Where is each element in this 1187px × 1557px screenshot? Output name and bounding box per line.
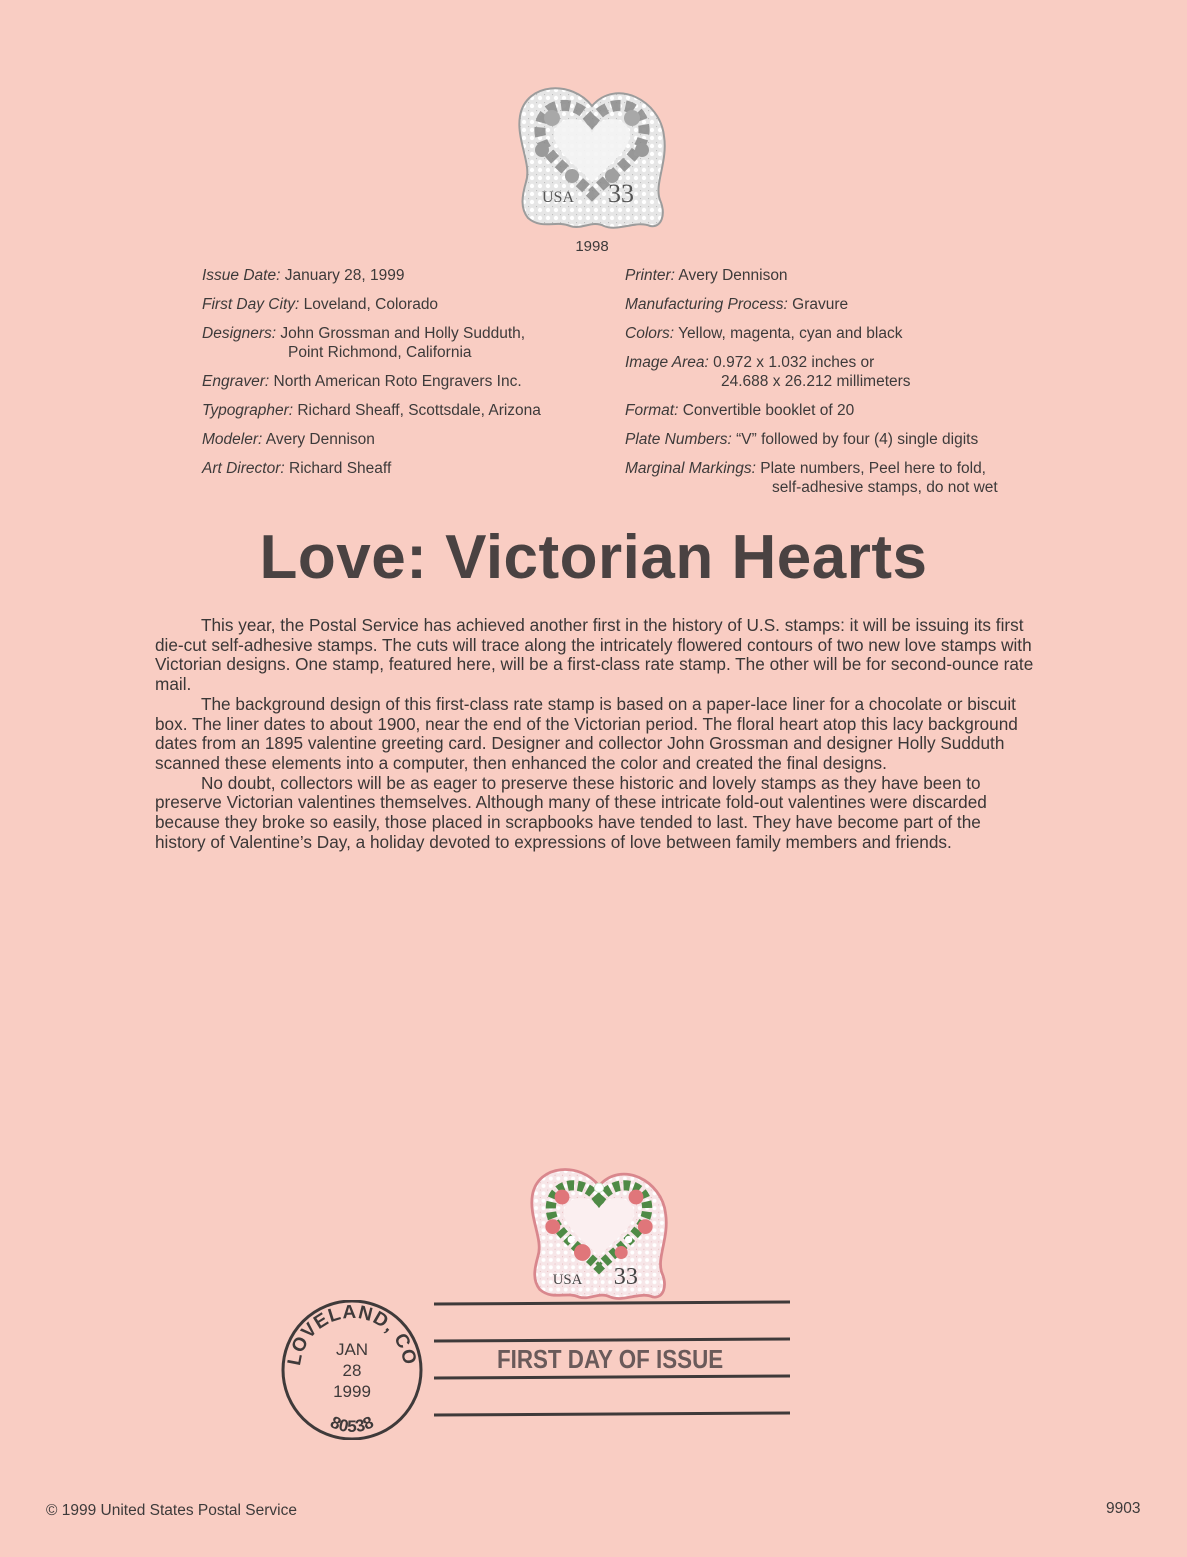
spec-colors: Colors: Yellow, magenta, cyan and black xyxy=(625,325,903,342)
spec-art-director: Art Director: Richard Sheaff xyxy=(202,460,392,477)
paragraph: The background design of this first-class rate stamp is based on a paper-lace liner for a chocolate or biscuit box. The liner dates to about 1900, near the end of the Victorian period. The floral heart atop this lacy background dates from an 1895 valentine greeting card. Designer and collector John Grossman and designer Holly Sudduth scanned these elements into a computer, then enhanced the color and created the final designs. xyxy=(155,693,1018,773)
spec-issue-date: Issue Date: January 28, 1999 xyxy=(202,267,405,284)
issue-year: 1998 xyxy=(575,238,609,255)
stamp-image-grayscale xyxy=(512,78,672,230)
spec-designers: Designers: John Grossman and Holly Sudduth, Point Richmond, California xyxy=(202,325,526,361)
spec-printer: Printer: Avery Dennison xyxy=(625,267,788,284)
spec-plate-numbers: Plate Numbers: “V” followed by four (4) single digits xyxy=(625,431,979,448)
document-code: 9903 xyxy=(1106,1500,1141,1517)
spec-manufacturing-process: Manufacturing Process: Gravure xyxy=(625,296,849,313)
stamp-top-country: USA xyxy=(542,189,575,206)
spec-marginal-markings: Marginal Markings: Plate numbers, Peel here to fold, self-adhesive stamps, do not wet xyxy=(625,460,998,496)
postmark-city: LOVELAND, CO xyxy=(284,1301,421,1368)
stamp-top-denomination: 33 xyxy=(608,179,634,208)
spec-modeler: Modeler: Avery Dennison xyxy=(202,431,375,448)
postmark-day: 28 xyxy=(342,1361,362,1380)
spec-format: Format: Convertible booklet of 20 xyxy=(625,402,855,419)
copyright: © 1999 United States Postal Service xyxy=(46,1502,297,1519)
svg-text:80538 xyxy=(328,1413,377,1437)
specs-right xyxy=(625,266,1045,507)
body-text xyxy=(155,616,1035,852)
stamp-image-color xyxy=(525,1160,673,1308)
specs-left xyxy=(202,266,602,488)
paragraph: No doubt, collectors will be as eager to preserve these historic and lovely stamps as they have been to preserve Victorian valentines themselves. Although many of these intricate fold-out valentines were discarded because they broke so easily, those placed in scrapbooks have tended to last. They have become part of the history of Valentine’s Day, a holiday devoted to expressions of love between family members and friends. xyxy=(155,772,987,852)
spec-first-day-city: First Day City: Loveland, Colorado xyxy=(202,296,439,313)
page-title: Love: Victorian Hearts xyxy=(259,523,928,592)
spec-engraver: Engraver: North American Roto Engravers Inc. xyxy=(202,373,522,390)
postmark-zip: 80538 xyxy=(327,1412,377,1437)
spec-image-area: Image Area: 0.972 x 1.032 inches or 24.688 x 26.212 millimeters xyxy=(625,354,911,390)
stamp-bottom-country: USA xyxy=(552,1271,583,1288)
stamp-bottom-denomination: 33 xyxy=(613,1263,638,1290)
paragraph: This year, the Postal Service has achieved another first in the history of U.S. stamps: it will be issuing its first die-cut self-adhesive stamps. The cuts will trace along the intricately flowered contours of two new love stamps with Victorian designs. One stamp, featured here, will be a first-class rate stamp. The other will be for second-ounce rate mail. xyxy=(155,615,1034,695)
spec-typographer: Typographer: Richard Sheaff, Scottsdale, Arizona xyxy=(202,402,541,419)
postmark-month: JAN xyxy=(335,1340,369,1359)
first-day-of-issue-text: FIRST DAY OF ISSUE xyxy=(497,1344,724,1374)
postmark-year: 1999 xyxy=(333,1382,371,1401)
postmark xyxy=(278,1300,426,1440)
